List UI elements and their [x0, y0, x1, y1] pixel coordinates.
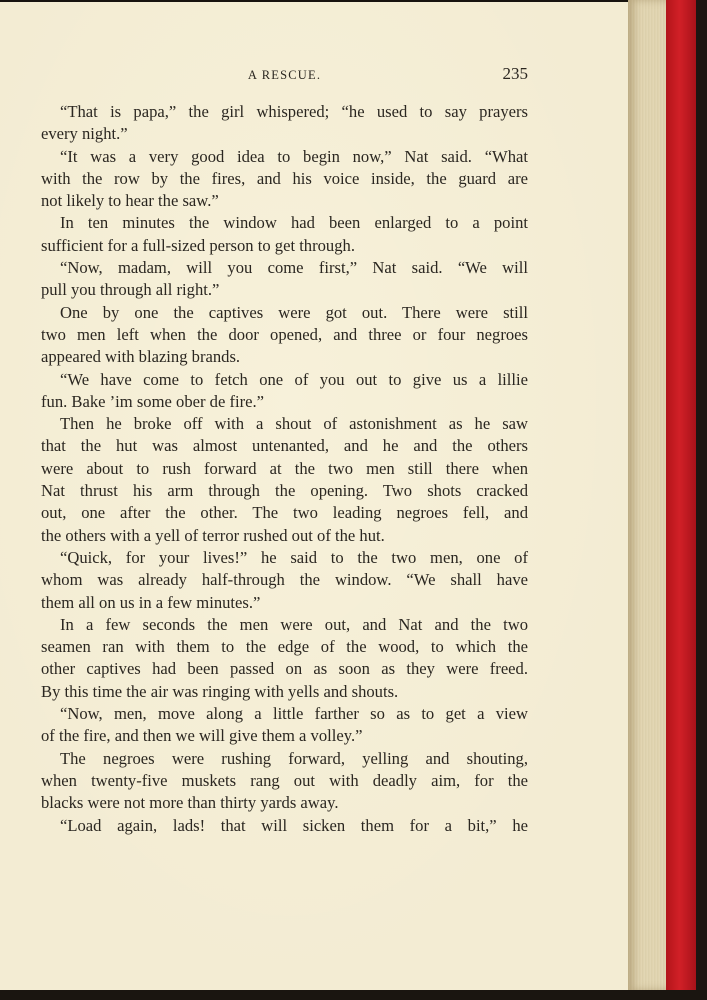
text-line: with the row by the fires, and his voice inside, the guard are — [41, 168, 528, 188]
text-line: of the fire, and then we will give them a volley.” — [41, 726, 363, 746]
page-number: 235 — [502, 64, 528, 83]
background-edge — [696, 0, 707, 1000]
text-line: One by one the captives were got out. There were still — [60, 302, 528, 322]
text-line: that the hut was almost untenanted, and he and the others — [41, 436, 528, 456]
text-line: sufficient for a full-sized person to get through. — [41, 235, 355, 255]
text-line: them all on us in a few minutes.” — [41, 592, 261, 612]
text-line: “Now, madam, will you come first,” Nat said. “We will — [60, 258, 528, 278]
text-line: blacks were not more than thirty yards away. — [41, 793, 339, 813]
page-header — [41, 62, 528, 88]
text-line: “We have come to fetch one of you out to give us a lillie — [60, 369, 528, 389]
text-line: “That is papa,” the girl whispered; “he used to say prayers — [60, 102, 528, 121]
text-line: “It was a very good idea to begin now,” Nat said. “What — [60, 146, 528, 166]
text-line: Nat thrust his arm through the opening. Two shots cracked — [41, 481, 528, 501]
text-line: when twenty-five muskets rang out with deadly aim, for the — [41, 770, 528, 790]
text-line: pull you through all right.” — [41, 280, 220, 300]
text-line: two men left when the door opened, and three or four negroes — [41, 324, 528, 344]
bottom-edge — [0, 990, 707, 1000]
text-line: “Load again, lads! that will sicken them for a bit,” he — [60, 815, 528, 835]
text-line: were about to rush forward at the two men still there when — [41, 458, 528, 478]
text-line: seamen ran with them to the edge of the wood, to which the — [41, 637, 528, 657]
text-line: other captives had been passed on as soon as they were freed. — [41, 659, 528, 679]
book-cover-edge — [666, 0, 696, 992]
book-page — [0, 2, 642, 992]
body-text — [41, 101, 528, 837]
page-edges — [628, 0, 666, 990]
text-line: not likely to hear the saw.” — [41, 191, 219, 211]
text-line: By this time the air was ringing with yells and shouts. — [41, 681, 399, 701]
text-line: “Now, men, move along a little farther so as to get a view — [60, 704, 528, 724]
text-line: out, one after the other. The two leading negroes fell, and — [41, 503, 528, 523]
text-line: the others with a yell of terror rushed out of the hut. — [41, 525, 385, 545]
running-head: A RESCUE. — [247, 68, 322, 82]
text-line: Then he broke off with a shout of astonishment as he saw — [60, 414, 528, 434]
text-line: appeared with blazing brands. — [41, 347, 241, 367]
text-line: In a few seconds the men were out, and Nat and the two — [60, 614, 528, 634]
text-line: fun. Bake ’im some ober de fire.” — [41, 391, 265, 411]
text-line: whom was already half-through the window. “We shall have — [41, 570, 528, 590]
text-line: In ten minutes the window had been enlarged to a point — [60, 213, 528, 233]
text-line: The negroes were rushing forward, yelling and shouting, — [60, 748, 528, 768]
text-line: “Quick, for your lives!” he said to the two men, one of — [60, 547, 528, 567]
text-line: every night.” — [41, 124, 128, 144]
